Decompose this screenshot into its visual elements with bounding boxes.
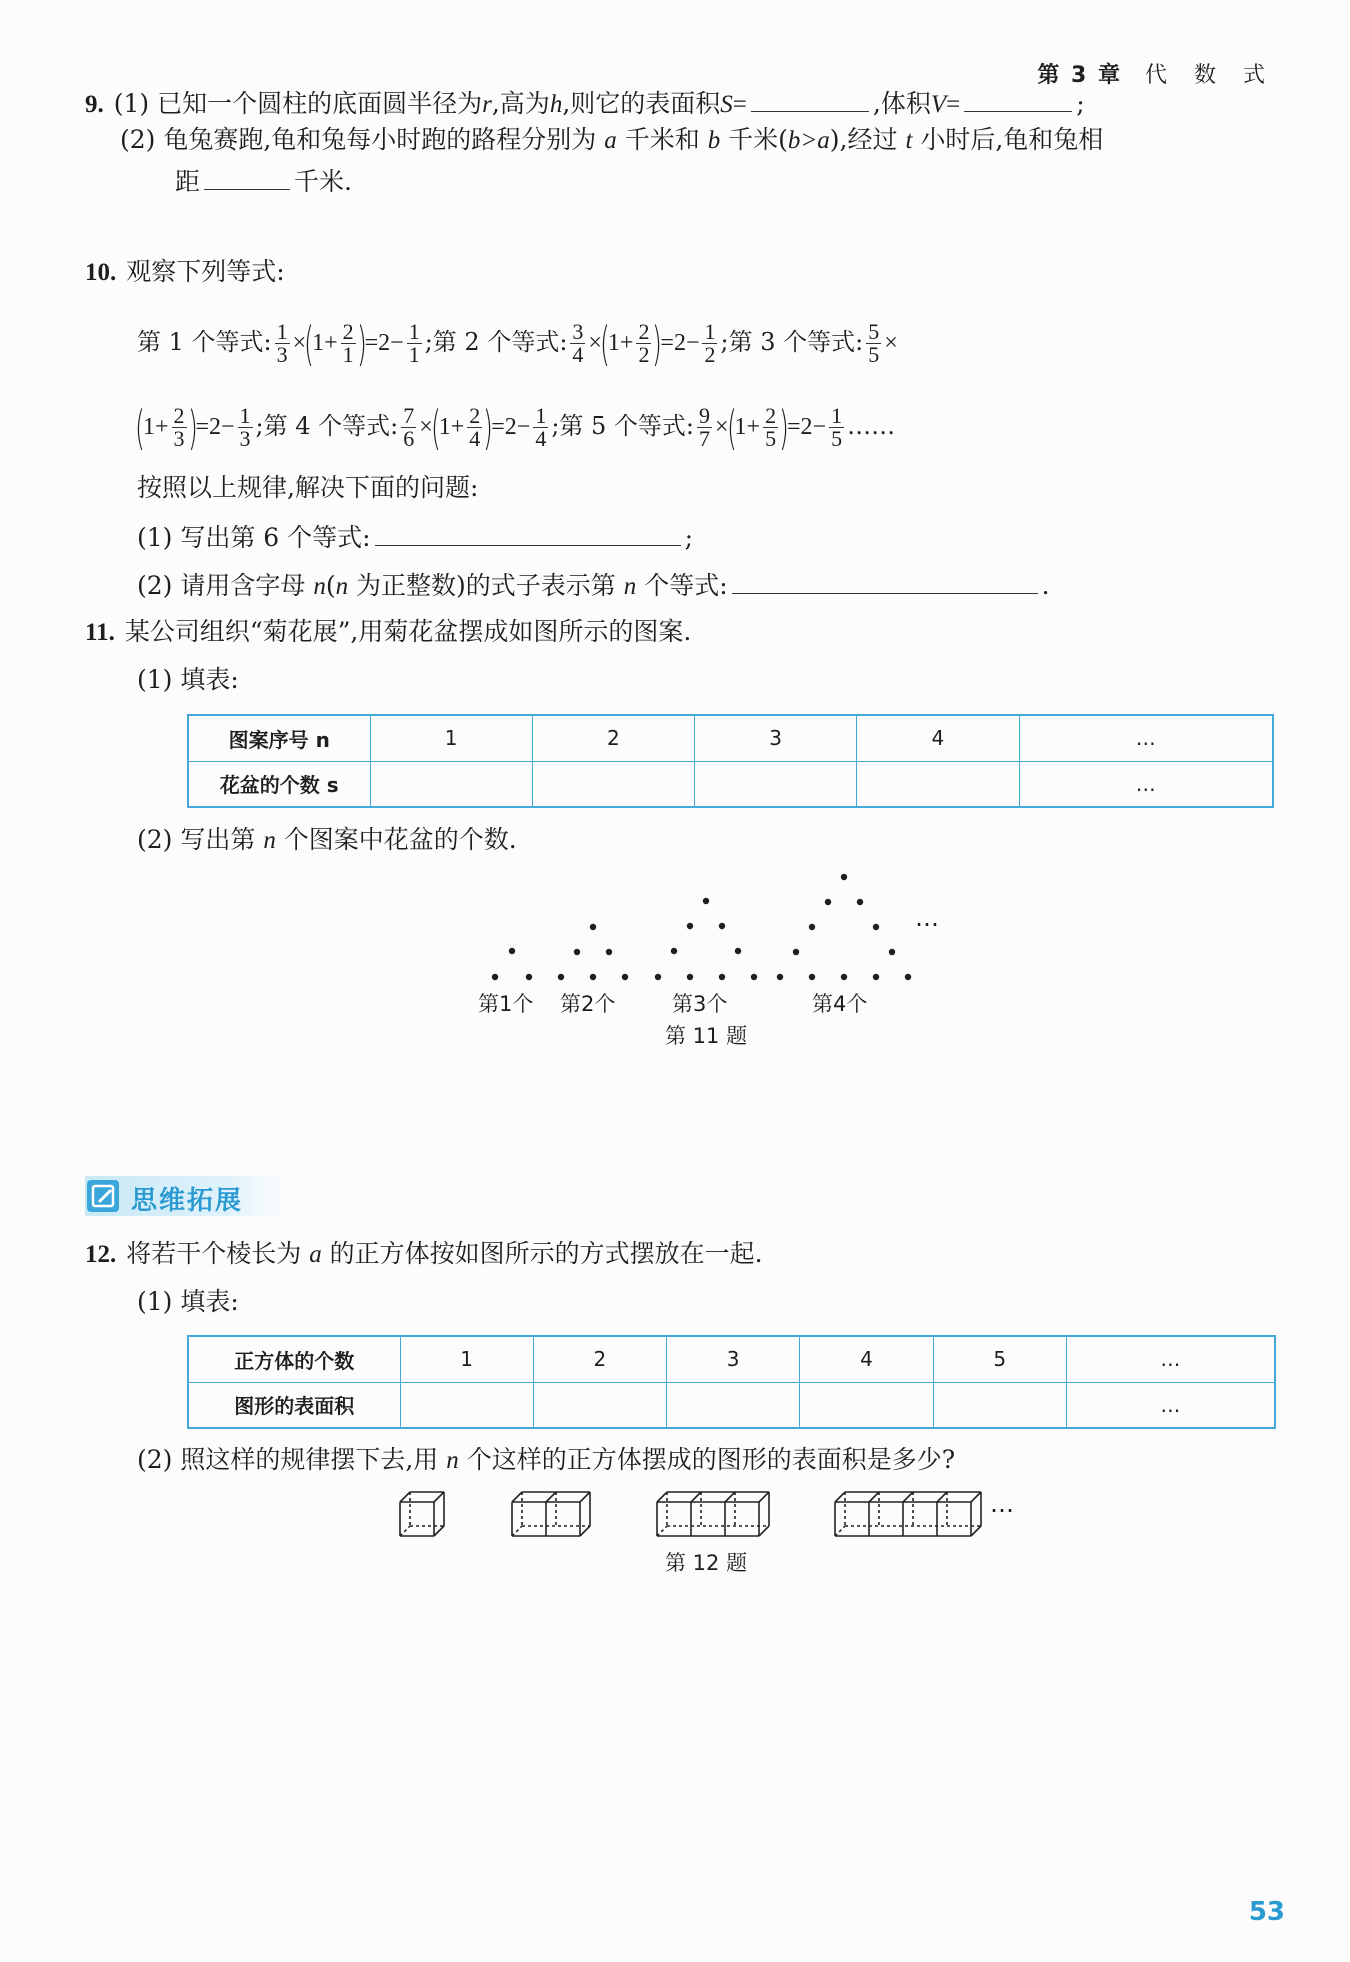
answer-blank[interactable] — [375, 520, 681, 546]
table-cell: 3 — [667, 1336, 800, 1382]
chapter-header — [1037, 58, 1275, 89]
page-number: 53 — [1248, 1897, 1285, 1927]
table-header-cell: 图案序号 n — [188, 715, 370, 761]
fraction: $\frac{3}{4}$ — [572, 319, 584, 367]
pattern-label-1: 第1个 — [478, 992, 534, 1016]
question-number: 11. — [85, 619, 115, 646]
answer-blank[interactable] — [204, 164, 290, 190]
answer-cell[interactable] — [370, 761, 532, 807]
cube-row-3 — [657, 1492, 769, 1536]
q10-equations-row2: (1+ $\frac{2}{3}$ )=2− $\frac{1}{3}$ ;第 4 个等式: $\frac{7}{6}$ ×(1+ $\frac{2}{4}$ )=2− $\frac{1}{4}$ ;第 5 个等式: $\frac{9}{7}$ ×(1+ $\frac{2}{5}$ )=2− $\frac{1}{5}$ …… — [135, 400, 896, 455]
q10-part1: (1) 写出第 6 个等式: ; — [137, 520, 693, 554]
q12-cube-figure — [395, 1488, 1035, 1548]
fraction: $\frac{2}{4}$ — [469, 403, 481, 451]
answer-cell[interactable] — [532, 761, 694, 807]
table-cell: … — [1066, 1336, 1275, 1382]
table-header-cell: 花盆的个数 s — [188, 761, 370, 807]
pattern-label-4: 第4个 — [812, 992, 868, 1016]
fraction: $\frac{2}{5}$ — [765, 403, 777, 451]
table-cell: 3 — [695, 715, 857, 761]
answer-cell[interactable] — [400, 1382, 533, 1428]
answer-cell[interactable] — [533, 1382, 666, 1428]
table-row — [188, 761, 1273, 807]
q12-part1: (1) 填表: — [137, 1287, 239, 1316]
answer-blank[interactable] — [964, 86, 1072, 112]
answer-blank[interactable] — [751, 86, 869, 112]
fraction: $\frac{5}{5}$ — [868, 319, 880, 367]
q11-part2: (2) 写出第 n 个图案中花盆的个数. — [137, 825, 517, 854]
q10-part2: (2) 请用含字母 n(n 为正整数)的式子表示第 n 个等式: . — [137, 568, 1050, 603]
section-title: 思维拓展 — [131, 1186, 244, 1216]
chapter-number: 第 3 章 — [1037, 63, 1122, 88]
fraction: $\frac{1}{3}$ — [239, 403, 251, 451]
q9-part1: 9. (1) 已知一个圆柱的底面圆半径为r,高为h,则它的表面积S= ,体积V= ; — [85, 86, 1085, 121]
cube-row-1 — [400, 1492, 444, 1536]
answer-cell[interactable] — [800, 1382, 933, 1428]
table-cell: … — [1019, 715, 1273, 761]
table-cell: … — [1019, 761, 1273, 807]
q10-intro: 10. 观察下列等式: — [85, 256, 285, 289]
pattern-4 — [777, 874, 911, 980]
fraction: $\frac{1}{3}$ — [276, 319, 288, 367]
cube-row-2 — [512, 1492, 590, 1536]
q12-table — [187, 1335, 1276, 1429]
table-row — [188, 1382, 1275, 1428]
table-cell: … — [1066, 1382, 1275, 1428]
table-cell: 1 — [400, 1336, 533, 1382]
fraction: $\frac{7}{6}$ — [403, 403, 415, 451]
fraction: $\frac{1}{4}$ — [535, 403, 547, 451]
q10-equations-row1: 第 1 个等式: $\frac{1}{3}$ ×(1+ $\frac{2}{1}$ )=2− $\frac{1}{1}$ ;第 2 个等式: $\frac{3}{4}$ ×(1+ $\frac{2}{2}$ )=2− $\frac{1}{2}$ ;第 3 个等式: $\frac{5}{5}$ × — [137, 316, 898, 371]
table-header-cell: 正方体的个数 — [188, 1336, 400, 1382]
table-header-cell: 图形的表面积 — [188, 1382, 400, 1428]
pattern-2 — [558, 924, 628, 980]
table-cell: 4 — [800, 1336, 933, 1382]
q12-intro: 12. 将若干个棱长为 a 的正方体按如图所示的方式摆放在一起. — [85, 1238, 763, 1271]
pattern-label-2: 第2个 — [560, 992, 616, 1016]
q9-part2-cont: 距 千米. — [175, 164, 352, 198]
answer-cell[interactable] — [933, 1382, 1066, 1428]
question-number: 9. — [85, 91, 104, 118]
answer-cell[interactable] — [695, 761, 857, 807]
answer-cell[interactable] — [857, 761, 1019, 807]
pattern-3 — [655, 898, 757, 980]
q11-part1: (1) 填表: — [137, 665, 239, 694]
figure-ellipsis: … — [990, 1490, 1014, 1518]
q11-table — [187, 714, 1274, 808]
question-number: 10. — [85, 259, 117, 286]
fraction: $\frac{1}{1}$ — [408, 319, 420, 367]
pattern-label-3: 第3个 — [672, 992, 728, 1016]
table-cell: 4 — [857, 715, 1019, 761]
section-banner — [85, 1176, 285, 1216]
table-cell: 5 — [933, 1336, 1066, 1382]
question-number: 12. — [85, 1241, 117, 1268]
figure-caption: 第 11 题 — [665, 1024, 748, 1048]
fraction: $\frac{1}{5}$ — [831, 403, 843, 451]
table-cell: 2 — [533, 1336, 666, 1382]
q12-part2: (2) 照这样的规律摆下去,用 n 个这样的正方体摆成的图形的表面积是多少? — [137, 1445, 956, 1474]
table-cell: 2 — [532, 715, 694, 761]
answer-blank[interactable] — [732, 568, 1038, 594]
cube-row-4 — [835, 1492, 981, 1536]
q9-part2: (2) 龟兔赛跑,龟和兔每小时跑的路程分别为 a 千米和 b 千米(b>a),经过 t 小时后,龟和兔相 — [120, 125, 1104, 154]
pencil-icon — [87, 1180, 119, 1212]
fraction: $\frac{2}{3}$ — [173, 403, 185, 451]
q11-intro: 11. 某公司组织“菊花展”,用菊花盆摆成如图所示的图案. — [85, 616, 691, 649]
q10-rule: 按照以上规律,解决下面的问题: — [137, 473, 479, 502]
pattern-1 — [492, 948, 532, 980]
fraction: $\frac{2}{2}$ — [638, 319, 650, 367]
answer-cell[interactable] — [667, 1382, 800, 1428]
chapter-title: 代 数 式 — [1145, 63, 1275, 88]
figure-ellipsis: … — [915, 904, 939, 932]
figure-caption: 第 12 题 — [665, 1551, 748, 1575]
fraction: $\frac{2}{1}$ — [342, 319, 354, 367]
fraction: $\frac{9}{7}$ — [699, 403, 711, 451]
fraction: $\frac{1}{2}$ — [704, 319, 716, 367]
table-row — [188, 1336, 1275, 1382]
table-cell: 1 — [370, 715, 532, 761]
table-row — [188, 715, 1273, 761]
